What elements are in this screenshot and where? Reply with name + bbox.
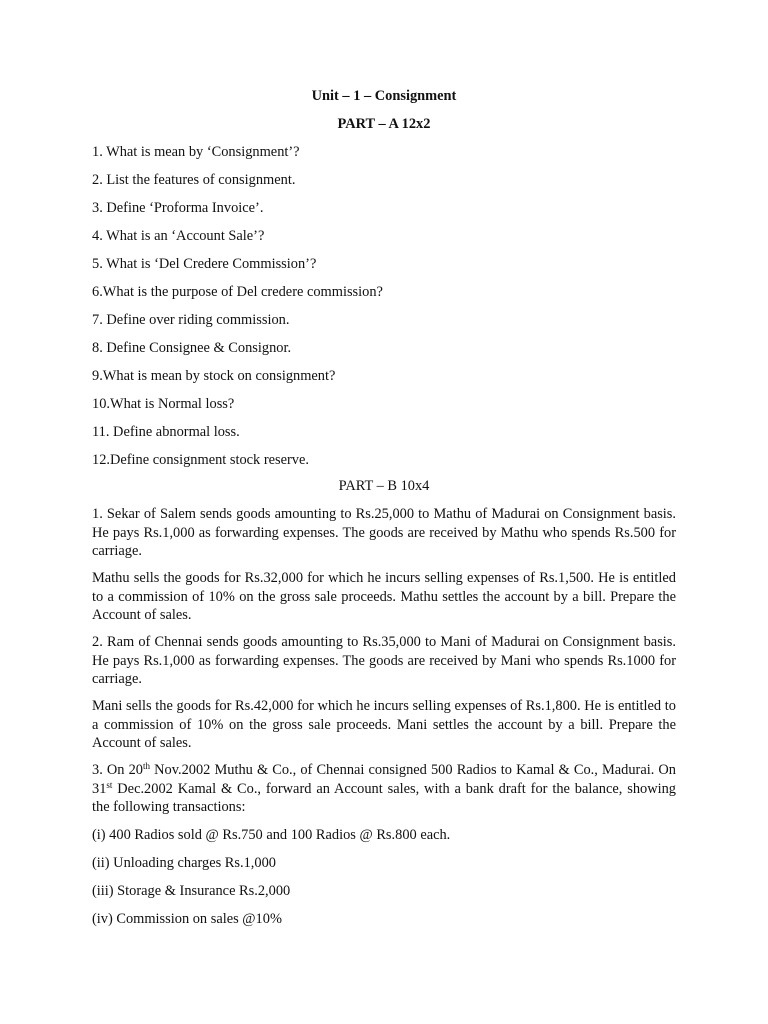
part-b-item-3: (iii) Storage & Insurance Rs.2,000 — [92, 883, 291, 899]
q3-text-1: 3. On 20 — [92, 762, 143, 778]
q3-text-3: Dec.2002 Kamal & Co., forward an Account sales, with a bank draft for the balance, showing the following transactions: — [92, 780, 676, 815]
part-a-question-8: 8. Define Consignee & Consignor. — [92, 340, 292, 356]
part-a-question-4: 4. What is an ‘Account Sale’? — [92, 228, 265, 244]
part-a-question-2: 2. List the features of consignment. — [92, 172, 296, 188]
part-b-item-1: (i) 400 Radios sold @ Rs.750 and 100 Radios @ Rs.800 each. — [92, 827, 451, 843]
part-a-question-9: 9.What is mean by stock on consignment? — [92, 368, 336, 384]
part-a-question-3: 3. Define ‘Proforma Invoice’. — [92, 200, 264, 216]
part-a-question-12: 12.Define consignment stock reserve. — [92, 452, 309, 468]
q3-superscript-2: st — [106, 779, 113, 790]
part-a-question-10: 10.What is Normal loss? — [92, 396, 235, 412]
part-b-question-2-paragraph-2: Mani sells the goods for Rs.42,000 for which he incurs selling expenses of Rs.1,800. He is entitled to a commission of 10% on the gross sale proceeds. Mani settles the account by a bill. Prepare the Account of sales. — [92, 698, 676, 751]
part-b-question-1-paragraph-2: Mathu sells the goods for Rs.32,000 for which he incurs selling expenses of Rs.1,500. He is entitled to a commission of 10% on the gross sale proceeds. Mathu settles the account by a bill. Prepare the Account of sales. — [92, 570, 676, 623]
q3-text-2: Nov.2002 Muthu & Co., of Chennai consigned 500 Radios to Kamal & Co., Madurai. On 31 — [92, 762, 677, 797]
part-a-heading: PART – A 12x2 — [337, 116, 431, 132]
part-b-heading: PART – B 10x4 — [338, 478, 430, 494]
part-a-question-11: 11. Define abnormal loss. — [92, 424, 240, 440]
part-b-item-4: (iv) Commission on sales @10% — [92, 911, 282, 927]
part-a-question-5: 5. What is ‘Del Credere Commission’? — [92, 256, 317, 272]
part-a-question-6: 6.What is the purpose of Del credere commission? — [92, 284, 383, 300]
part-b-question-2-paragraph-1: 2. Ram of Chennai sends goods amounting to Rs.35,000 to Mani of Madurai on Consignment basis. He pays Rs.1,000 as forwarding expenses. The goods are received by Mani who spends Rs.1000 for carriage. — [92, 634, 676, 687]
part-b-item-2: (ii) Unloading charges Rs.1,000 — [92, 855, 276, 871]
part-b-question-1-paragraph-1: 1. Sekar of Salem sends goods amounting to Rs.25,000 to Mathu of Madurai on Consignment basis. He pays Rs.1,000 as forwarding expenses. The goods are received by Mathu who spends Rs.500 for carriage. — [92, 506, 676, 559]
part-b-question-3 — [92, 761, 676, 817]
part-a-question-1: 1. What is mean by ‘Consignment’? — [92, 144, 300, 160]
page-title: Unit – 1 – Consignment — [311, 88, 457, 104]
part-a-question-7: 7. Define over riding commission. — [92, 312, 290, 328]
q3-superscript-1: th — [143, 761, 151, 771]
